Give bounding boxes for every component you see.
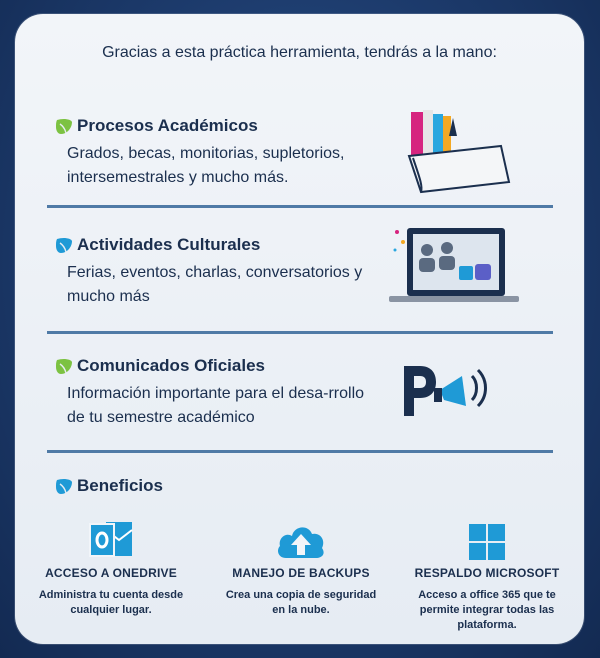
benefit-onedrive [31,514,191,618]
section-text: Ferias, eventos, charlas, conversatorios y mucho más [67,264,363,305]
intro-text: Gracias a esta práctica herramienta, tendrás a la mano: [102,44,497,61]
section-title: Comunicados Oficiales [77,356,265,375]
section-text: Grados, becas, monitorias, supletorios, intersemestrales y mucho más. [67,145,345,186]
section-title: Actividades Culturales [77,235,261,254]
divider [47,331,553,334]
section-text: Información importante para el desa-rrollo de tu semestre académico [67,385,365,426]
benefit-text: Administra tu cuenta desde cualquier lugar. [38,589,184,616]
windows-icon [467,522,507,562]
benefit-backups [221,514,381,618]
cloud-upload-icon [274,518,328,562]
benefit-title: ACCESO A ONEDRIVE [45,566,177,580]
benefits-title: Beneficios [77,476,163,495]
benefit-text: Crea una copia de seguridad en la nube. [225,589,377,616]
section-title: Procesos Académicos [77,116,258,135]
benefit-title: MANEJO DE BACKUPS [232,566,370,580]
leaf-blue-icon [55,237,73,254]
benefit-microsoft [407,514,567,633]
section-beneficios [55,476,555,496]
outlook-icon [88,518,134,562]
divider [47,450,553,453]
divider [47,205,553,208]
laptop-meeting-icon [387,222,527,312]
books-folder-icon [403,106,513,194]
info-card [15,14,584,644]
leaf-green-icon [55,358,73,375]
leaf-green-icon [55,118,73,135]
leaf-blue-icon [55,478,73,495]
megaphone-announcement-icon [400,360,500,424]
benefit-text: Acceso a office 365 que te permite integrar todas las plataforma. [418,589,556,631]
benefit-title: RESPALDO MICROSOFT [414,566,560,580]
